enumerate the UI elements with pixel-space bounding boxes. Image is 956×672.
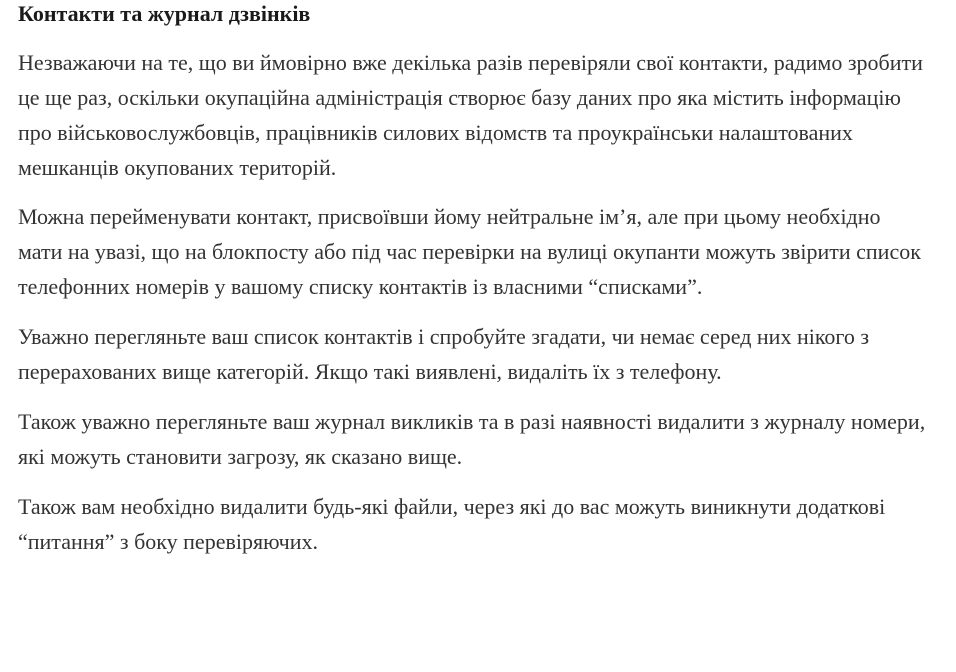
section-heading: Контакти та журнал дзвінків — [18, 1, 311, 26]
paragraph-call-log: Також уважно перегляньте ваш журнал викликів та в разі наявності видалити з журналу номери, які можуть становити загрозу, як сказано вище. — [18, 409, 926, 469]
paragraph-rename-contact: Можна перейменувати контакт, присвоївши йому нейтральне ім’я, але при цьому необхідно мати на увазі, що на блокпосту або під час перевірки на вулиці окупанти можуть звірити список телефонних номерів у вашому списку контактів із власними “списками”. — [18, 204, 921, 299]
paragraph-delete-files: Також вам необхідно видалити будь-які файли, через які до вас можуть виникнути додаткові “питання” з боку перевіряючих. — [18, 494, 886, 554]
paragraph-review-contacts: Уважно перегляньте ваш список контактів і спробуйте згадати, чи немає серед них нікого з перерахованих вище категорій. Якщо такі виявлені, видаліть їх з телефону. — [18, 324, 870, 384]
paragraph-contacts-check: Незважаючи на те, що ви ймовірно вже декілька разів перевіряли свої контакти, радимо зробити це ще раз, оскільки окупаційна адміністрація створює базу даних про яка містить інформацію про військовослужбовців, працівників силових відомств та проукраїнськи налаштованих мешканців окупованих територій. — [18, 50, 923, 180]
article-body — [18, 0, 928, 559]
